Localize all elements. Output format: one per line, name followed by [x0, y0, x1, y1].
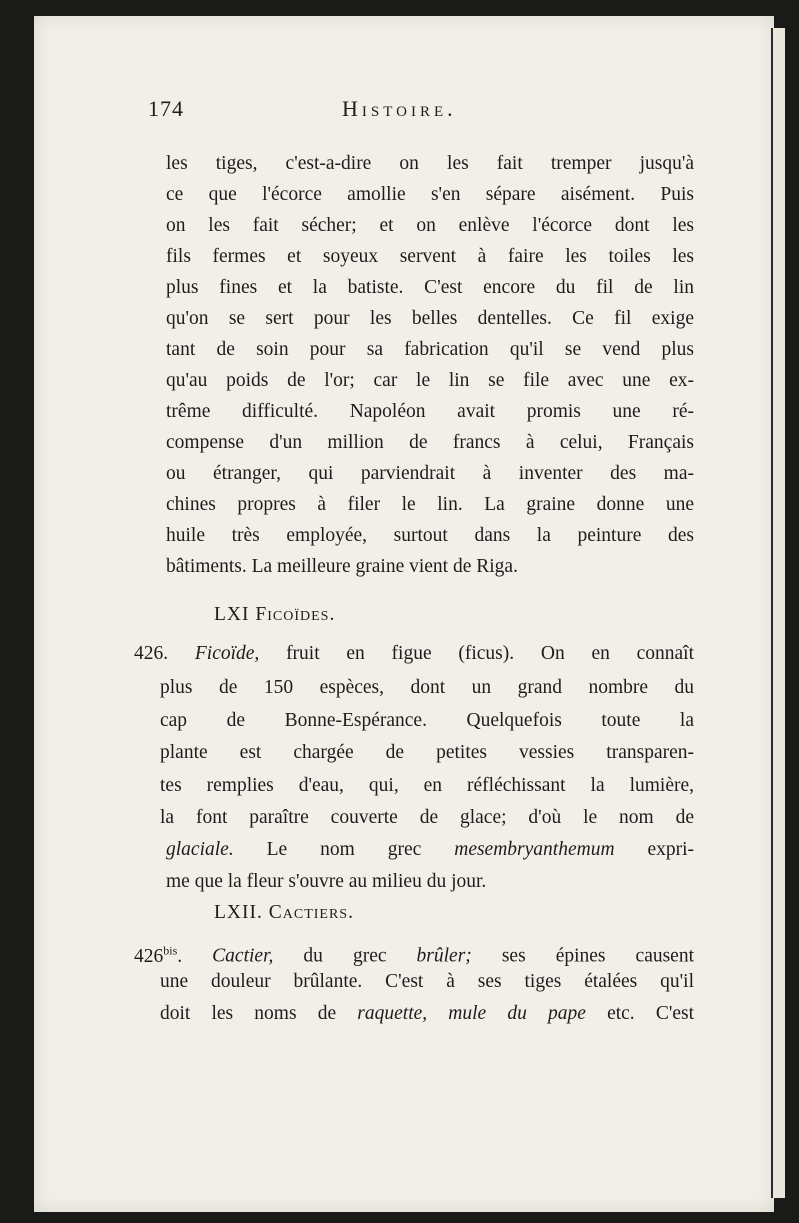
entry-text: Le nom grec [266, 839, 422, 860]
text-line: ou étranger, qui parviendrait à inventer des ma- [166, 463, 694, 484]
entry-term: Ficoïde, [194, 643, 260, 664]
entry-text: etc. C'est [607, 1003, 694, 1024]
entry-426bis-line-2: une douleur brûlante. C'est à ses tiges étalées qu'il [160, 971, 694, 992]
text-line: trême difficulté. Napoléon avait promis une ré- [166, 401, 694, 422]
text-line: huile très employée, surtout dans la peinture des [166, 525, 694, 546]
text-line: ce que l'écorce amollie s'en sépare aisément. Puis [166, 184, 694, 205]
latin-term: glaciale. [166, 839, 234, 860]
text-line: qu'au poids de l'or; car le lin se file avec une ex- [166, 370, 694, 391]
section-numeral: LXI [214, 604, 250, 625]
text-line: bâtiments. La meilleure graine vient de Riga. [166, 556, 518, 577]
text-line: plus fines et la batiste. C'est encore du fil de lin [166, 277, 694, 298]
entry-text: fruit en figue (ficus). On en connaît [286, 643, 694, 664]
text-line: la font paraître couverte de glace; d'où le nom de [160, 807, 694, 828]
text-line: fils fermes et soyeux servent à faire les toiles les [166, 246, 694, 267]
running-title: Histoire. [342, 96, 457, 121]
entry-text: expri- [647, 839, 695, 860]
text-line: qu'on se sert pour les belles dentelles. Ce fil exige [166, 308, 694, 329]
text-line: cap de Bonne-Espérance. Quelquefois toute la [160, 709, 694, 731]
text-line: plus de 150 espèces, dont un grand nombre du [160, 677, 694, 698]
entry-number: 426. [134, 643, 169, 664]
text-line: plante est chargée de petites vessies transparen- [160, 742, 694, 763]
section-numeral: LXII. [214, 902, 263, 923]
entry-term: Cactier, [212, 945, 274, 967]
text-line: tant de soin pour sa fabrication qu'il se vend plus [166, 339, 694, 360]
entry-text: ses épines causent [501, 945, 695, 967]
text-line: les tiges, c'est-a-dire on les fait tremper jusqu'à [166, 153, 694, 174]
entry-426bis-first-line [134, 936, 694, 971]
text-line: on les fait sécher; et on enlève l'écorce dont les [166, 215, 694, 236]
common-names: raquette, mule du pape [357, 1003, 586, 1024]
entry-426-first-line [134, 640, 694, 668]
entry-426-line-6 [166, 836, 694, 864]
text-line: chines propres à filer le lin. La graine donne une [166, 494, 694, 515]
section-title: Ficoïdes. [255, 604, 336, 625]
entry-426-last-line: me que la fleur s'ouvre au milieu du jour. [166, 871, 487, 892]
text-line: tes remplies d'eau, qui, en réfléchissant la lumière, [160, 774, 694, 796]
section-heading-lxi [214, 604, 335, 626]
entry-number: $426^{bis}$. [134, 943, 183, 967]
entry-text: du grec [303, 945, 387, 967]
greek-term: brûler; [416, 945, 472, 967]
greek-term: mesembryanthemum [454, 839, 615, 860]
text-line: compense d'un million de francs à celui, Français [166, 432, 694, 453]
page-edge [771, 28, 785, 1198]
section-heading-lxii [214, 902, 354, 924]
entry-text: doit les noms de [160, 1003, 337, 1024]
entry-426bis-line-3 [160, 1000, 694, 1028]
page-number: 174 [148, 96, 184, 121]
section-title: Cactiers. [268, 902, 354, 923]
